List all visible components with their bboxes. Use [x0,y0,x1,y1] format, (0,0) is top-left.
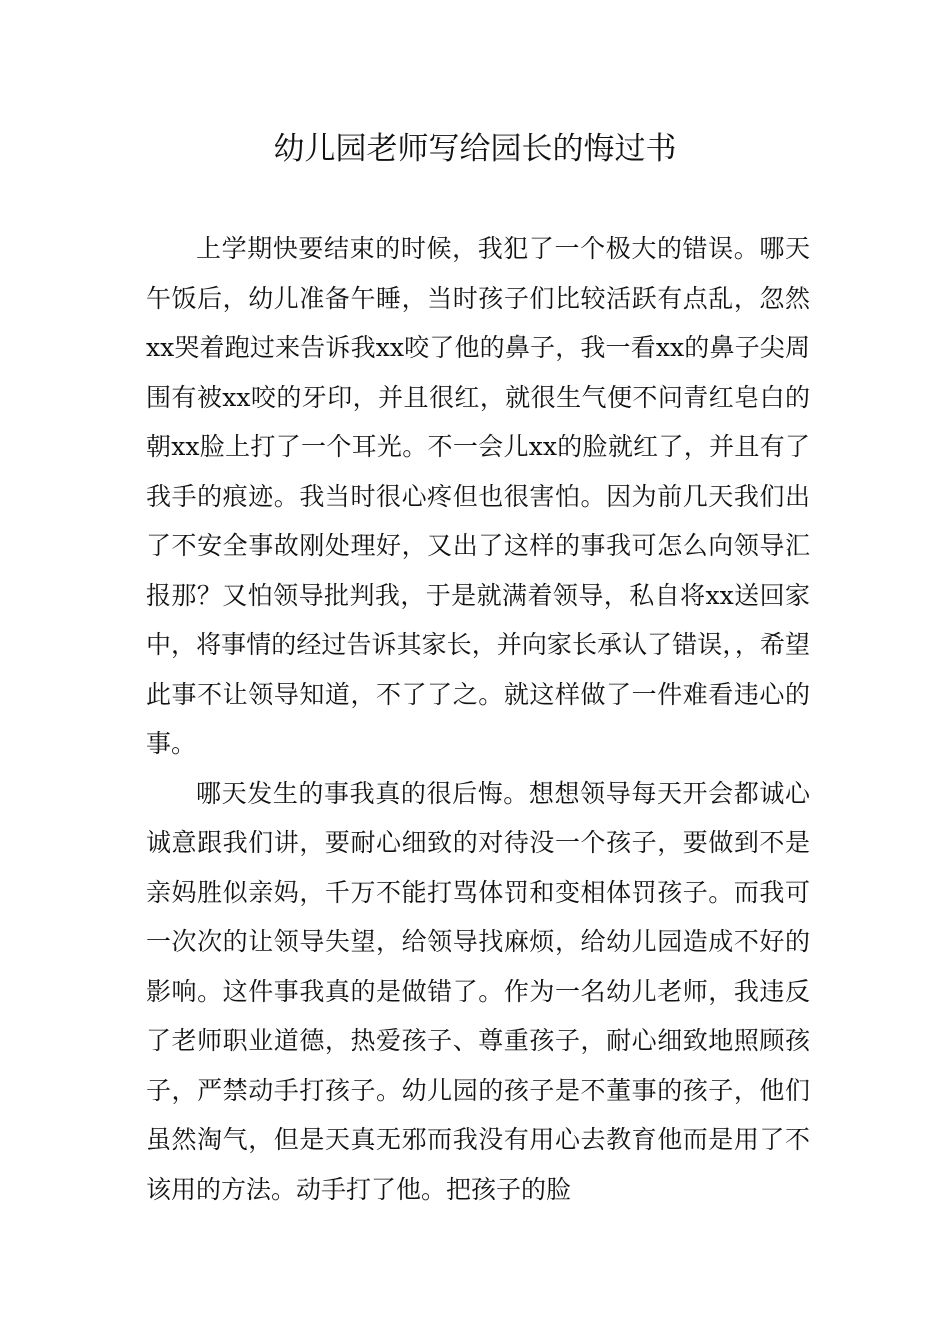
paragraph-2: 哪天发生的事我真的很后悔。想想领导每天开会都诚心诚意跟我们讲，要耐心细致的对待没一个孩子，要做到不是亲妈胜似亲妈，千万不能打骂体罚和变相体罚孩子。而我可一次次的让领导失望，给领导找麻烦，给幼儿园造成不好的影响。这件事我真的是做错了。作为一名幼儿老师，我违反了老师职业道德，热爱孩子、尊重孩子，耐心细致地照顾孩子，严禁动手打孩子。幼儿园的孩子是不董事的孩子，他们虽然淘气，但是天真无邪而我没有用心去教育他而是用了不该用的方法。动手打了他。把孩子的脸 [146,778,810,1204]
paragraph-1: 上学期快要结束的时候，我犯了一个极大的错误。哪天午饭后，幼儿准备午睡，当时孩子们比较活跃有点乱，忽然xx哭着跑过来告诉我xx咬了他的鼻子，我一看xx的鼻子尖周围有被xx咬的牙印，并且很红，就很生气便不问青红皂白的朝xx脸上打了一个耳光。不一会儿xx的脸就红了，并且有了我手的痕迹。我当时很心疼但也很害怕。因为前几天我们出了不安全事故刚处理好，又出了这样的事我可怎么向领导汇报那？又怕领导批判我，于是就满着领导，私自将xx送回家中，将事情的经过告诉其家长，并向家长承认了错误，，希望此事不让领导知道，不了了之。就这样做了一件难看违心的事。 [146,234,810,758]
document-title: 幼儿园老师写给园长的悔过书 [273,131,677,167]
document-body [146,224,810,1214]
